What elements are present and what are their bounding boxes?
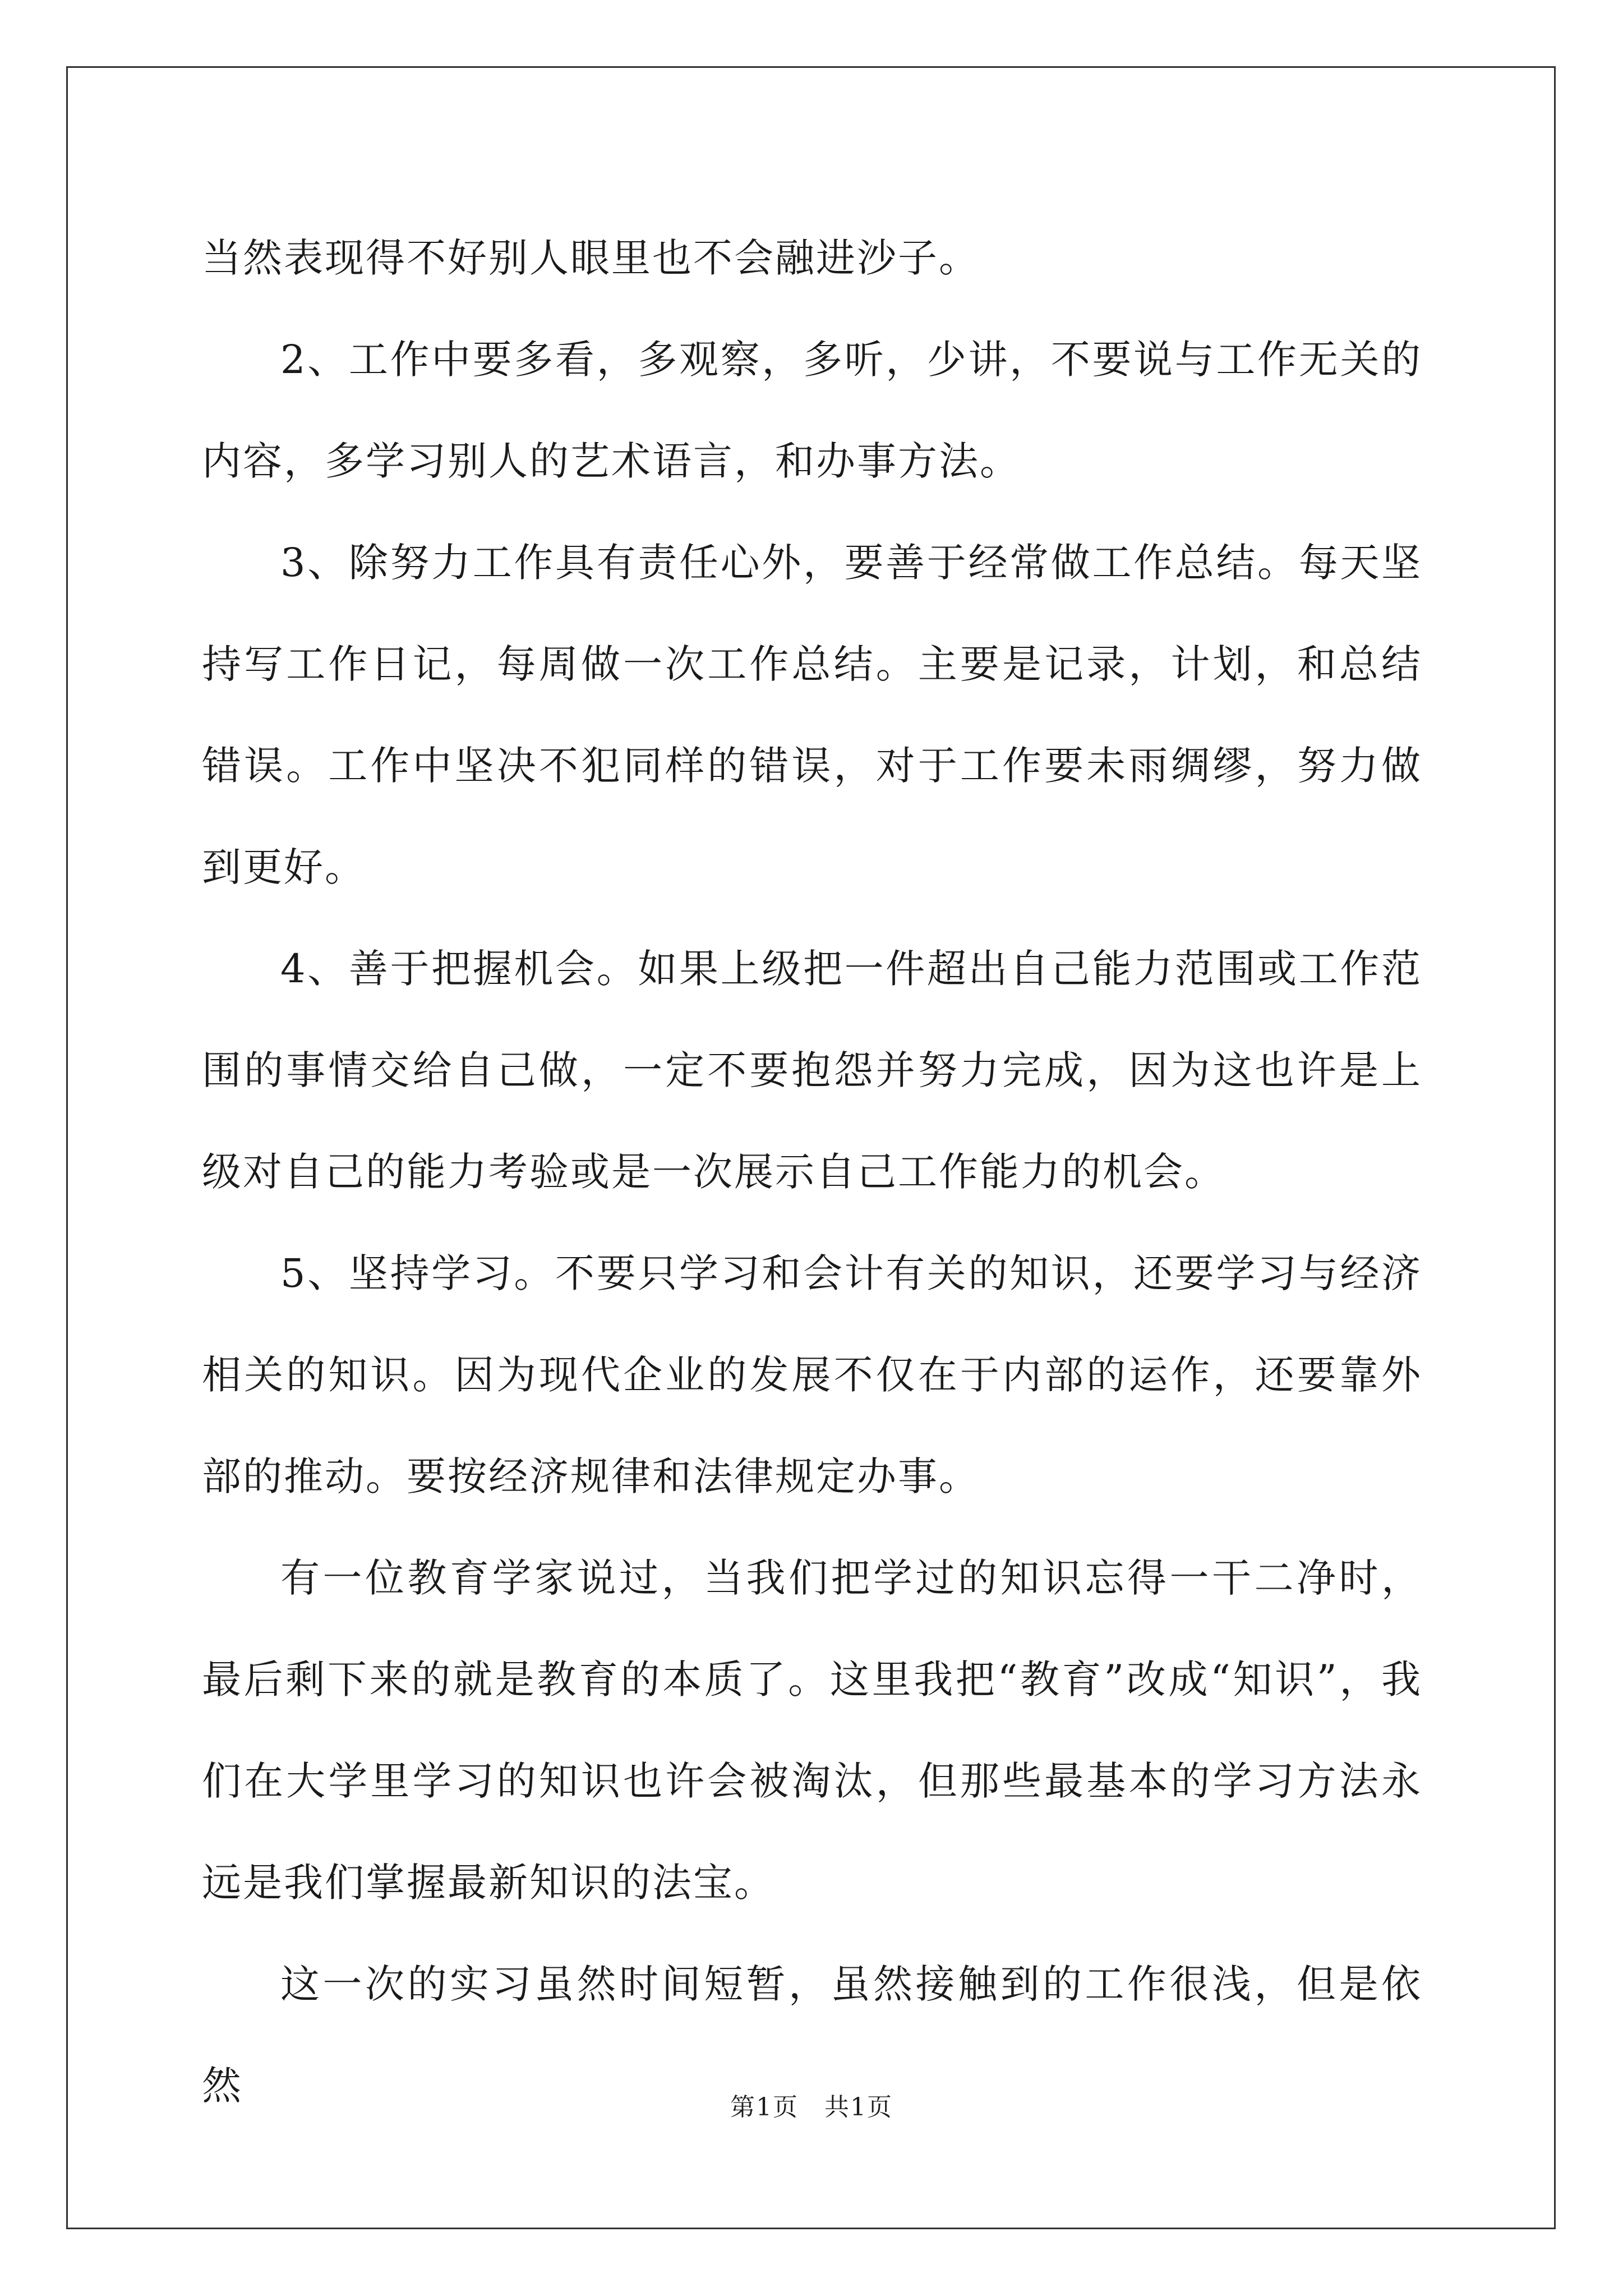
- paragraph-item-5: 5、坚持学习。不要只学习和会计有关的知识，还要学习与经济相关的知识。因为现代企业的发展不仅在于内部的运作，还要靠外部的推动。要按经济规律和法律规定办事。: [202, 1250, 1422, 1499]
- paragraph-continuation: 当然表现得不好别人眼里也不会融进沙子。: [202, 235, 980, 281]
- paragraph-item-3: 3、除努力工作具有责任心外，要善于经常做工作总结。每天坚持写工作日记，每周做一次工作总结。主要是记录，计划，和总结错误。工作中坚决不犯同样的错误，对于工作要未雨绸缪，努力做到更好。: [202, 540, 1422, 890]
- paragraph-item-2: 2、工作中要多看，多观察，多听，少讲，不要说与工作无关的内容，多学习别人的艺术语言，和办事方法。: [202, 337, 1422, 484]
- paragraph-internship: 这一次的实习虽然时间短暂，虽然接触到的工作很浅，但是依然: [202, 1961, 1422, 2109]
- paragraph-education-quote: 有一位教育学家说过，当我们把学过的知识忘得一干二净时，最后剩下来的就是教育的本质了。这里我把“教育”改成“知识”，我们在大学里学习的知识也许会被淘汰，但那些最基本的学习方法永远是我们掌握最新知识的法宝。: [202, 1555, 1422, 1906]
- paragraph-item-4: 4、善于把握机会。如果上级把一件超出自己能力范围或工作范围的事情交给自己做，一定不要抱怨并努力完成，因为这也许是上级对自己的能力考验或是一次展示自己工作能力的机会。: [202, 946, 1422, 1195]
- page-number: 第1页 共1页: [730, 2093, 893, 2122]
- document-body: [202, 208, 1422, 2137]
